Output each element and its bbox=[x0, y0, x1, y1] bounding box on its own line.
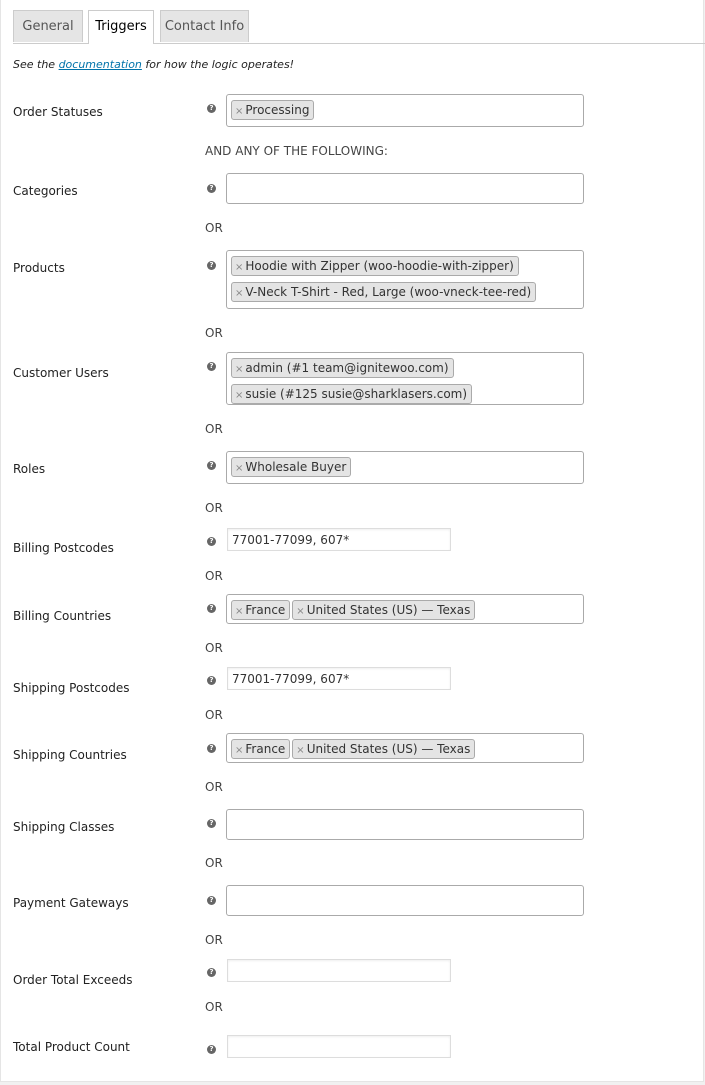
billing-postcodes-input[interactable] bbox=[227, 528, 451, 551]
remove-chip-icon[interactable]: × bbox=[235, 288, 244, 299]
or-separator: OR bbox=[205, 221, 223, 235]
billing-countries-help-icon[interactable]: ? bbox=[207, 604, 216, 613]
order-total-exceeds-input[interactable] bbox=[227, 959, 451, 982]
shipping-countries-help-icon[interactable]: ? bbox=[207, 744, 216, 753]
total-product-count-input[interactable] bbox=[227, 1035, 451, 1058]
or-separator: OR bbox=[205, 422, 223, 436]
remove-chip-icon[interactable]: × bbox=[296, 606, 305, 617]
selected-chip[interactable] bbox=[231, 282, 536, 302]
tab-contact-info[interactable]: Contact Info bbox=[160, 10, 249, 42]
shipping-classes-label: Shipping Classes bbox=[13, 820, 115, 834]
selected-chip[interactable] bbox=[231, 100, 314, 120]
order-statuses-label: Order Statuses bbox=[13, 105, 103, 119]
or-separator: OR bbox=[205, 708, 223, 722]
order-statuses-select[interactable] bbox=[226, 94, 584, 127]
customer-users-help-icon[interactable]: ? bbox=[207, 362, 216, 371]
or-separator: OR bbox=[205, 1000, 223, 1014]
selected-chip[interactable] bbox=[231, 739, 290, 759]
payment-gateways-label: Payment Gateways bbox=[13, 896, 129, 910]
or-separator: OR bbox=[205, 780, 223, 794]
shipping-postcodes-help-icon[interactable]: ? bbox=[207, 676, 216, 685]
billing-postcodes-label: Billing Postcodes bbox=[13, 541, 114, 555]
selected-chip[interactable] bbox=[292, 739, 475, 759]
or-separator: OR bbox=[205, 501, 223, 515]
order-total-exceeds-help-icon[interactable]: ? bbox=[207, 968, 216, 977]
or-separator: OR bbox=[205, 569, 223, 583]
payment-gateways-select[interactable] bbox=[226, 885, 584, 916]
categories-select[interactable] bbox=[226, 173, 584, 204]
roles-label: Roles bbox=[13, 462, 46, 476]
chip-label: France bbox=[245, 603, 286, 617]
remove-chip-icon[interactable]: × bbox=[235, 390, 244, 401]
chip-label: Processing bbox=[245, 103, 310, 117]
chip-label: V-Neck T-Shirt - Red, Large (woo-vneck-tee-red) bbox=[245, 285, 532, 299]
remove-chip-icon[interactable]: × bbox=[235, 106, 244, 117]
shipping-countries-label: Shipping Countries bbox=[13, 748, 127, 762]
selected-chip[interactable] bbox=[292, 600, 475, 620]
products-select[interactable] bbox=[226, 250, 584, 309]
products-help-icon[interactable]: ? bbox=[207, 261, 216, 270]
tab-general[interactable]: General bbox=[13, 10, 83, 42]
products-label: Products bbox=[13, 261, 65, 275]
chip-label: United States (US) — Texas bbox=[306, 603, 471, 617]
order-total-exceeds-label: Order Total Exceeds bbox=[13, 973, 133, 987]
documentation-link[interactable]: documentation bbox=[58, 58, 142, 71]
billing-postcodes-help-icon[interactable]: ? bbox=[207, 537, 216, 546]
and-any-heading: AND ANY OF THE FOLLOWING: bbox=[205, 144, 388, 158]
chip-label: France bbox=[245, 742, 286, 756]
chip-label: susie (#125 susie@sharklasers.com) bbox=[245, 387, 468, 401]
chip-label: admin (#1 team@ignitewoo.com) bbox=[245, 361, 449, 375]
tab-bar bbox=[13, 10, 705, 44]
selected-chip[interactable] bbox=[231, 358, 454, 378]
remove-chip-icon[interactable]: × bbox=[235, 606, 244, 617]
remove-chip-icon[interactable]: × bbox=[235, 262, 244, 273]
remove-chip-icon[interactable]: × bbox=[235, 463, 244, 474]
payment-gateways-help-icon[interactable]: ? bbox=[207, 896, 216, 905]
shipping-postcodes-label: Shipping Postcodes bbox=[13, 681, 130, 695]
roles-help-icon[interactable]: ? bbox=[207, 461, 216, 470]
total-product-count-label: Total Product Count bbox=[13, 1040, 130, 1054]
roles-select[interactable] bbox=[226, 451, 584, 484]
total-product-count-help-icon[interactable]: ? bbox=[207, 1045, 216, 1054]
or-separator: OR bbox=[205, 326, 223, 340]
billing-countries-select[interactable] bbox=[226, 594, 584, 624]
categories-help-icon[interactable]: ? bbox=[207, 184, 216, 193]
shipping-classes-help-icon[interactable]: ? bbox=[207, 819, 216, 828]
categories-label: Categories bbox=[13, 184, 78, 198]
or-separator: OR bbox=[205, 933, 223, 947]
remove-chip-icon[interactable]: × bbox=[235, 364, 244, 375]
shipping-countries-select[interactable] bbox=[226, 733, 584, 763]
tab-triggers[interactable]: Triggers bbox=[88, 10, 154, 44]
shipping-classes-select[interactable] bbox=[226, 809, 584, 840]
chip-label: Wholesale Buyer bbox=[245, 460, 347, 474]
billing-countries-label: Billing Countries bbox=[13, 609, 112, 623]
selected-chip[interactable] bbox=[231, 384, 472, 404]
order-statuses-help-icon[interactable]: ? bbox=[207, 104, 216, 113]
selected-chip[interactable] bbox=[231, 457, 351, 477]
chip-label: Hoodie with Zipper (woo-hoodie-with-zipper) bbox=[245, 259, 514, 273]
shipping-postcodes-input[interactable] bbox=[227, 667, 451, 690]
customer-users-label: Customer Users bbox=[13, 366, 109, 380]
intro-text: See the documentation for how the logic operates! bbox=[13, 58, 295, 71]
remove-chip-icon[interactable]: × bbox=[296, 745, 305, 756]
remove-chip-icon[interactable]: × bbox=[235, 745, 244, 756]
or-separator: OR bbox=[205, 641, 223, 655]
selected-chip[interactable] bbox=[231, 256, 519, 276]
selected-chip[interactable] bbox=[231, 600, 290, 620]
chip-label: United States (US) — Texas bbox=[306, 742, 471, 756]
customer-users-select[interactable] bbox=[226, 352, 584, 405]
or-separator: OR bbox=[205, 856, 223, 870]
